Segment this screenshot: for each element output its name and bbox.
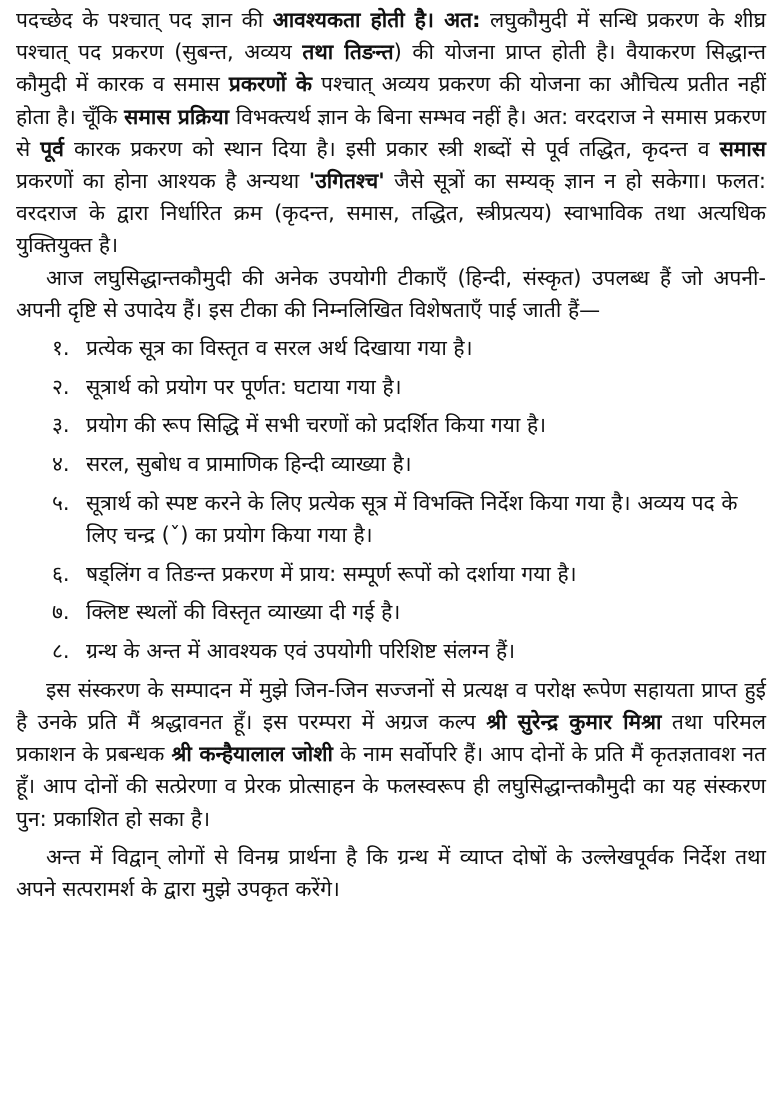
text-run: लघुकौमुदी में सन्धि प्रकरण के शीघ्र पश्चात् पद प्रकरण (सुबन्त, अव्यय xyxy=(16,8,766,65)
list-text: सरल, सुबोध व प्रामाणिक हिन्दी व्याख्या है। xyxy=(86,452,412,477)
list-item xyxy=(16,635,766,667)
list-number: ४. xyxy=(52,452,70,477)
text-run-bold: तथा तिङन्त xyxy=(302,40,394,65)
features-list xyxy=(16,332,766,667)
text-run-bold: प्रकरणों के xyxy=(228,72,312,97)
text-run-bold: समास xyxy=(719,136,766,161)
text-run-bold: श्री कन्हैयालाल जोशी xyxy=(171,742,333,767)
text-run: के नाम सर्वोपरि हैं। आप दोनों के प्रति मैं कृतज्ञतावश नत हूँ। आप दोनों की सत्प्रेरणा व प्रेरक प्रोत्साहन के फलस्वरूप ही लघुसिद्धान्तकौमुदी का यह संस्करण पुन: प्रकाशित हो सका है। xyxy=(16,742,766,831)
list-text: क्लिष्ट स्थलों की विस्तृत व्याख्या दी गई है। xyxy=(86,600,401,625)
paragraph-tika-intro: आज लघुसिद्धान्तकौमुदी की अनेक उपयोगी टीकाएँ (हिन्दी, संस्कृत) उपलब्ध हैं जो अपनी-अपनी दृष्टि से उपादेय हैं। इस टीका की निम्नलिखित विशेषताएँ पाई जाती हैं— xyxy=(16,265,766,322)
list-text: षड्लिंग व तिङन्त प्रकरण में प्राय: सम्पूर्ण रूपों को दर्शाया गया है। xyxy=(86,561,577,586)
text-run: विभक्त्यर्थ ज्ञान के बिना सम्भव नहीं है। अत: वरदराज ने समास प्रकरण से xyxy=(16,104,766,161)
text-run: कारक प्रकरण को स्थान दिया है। इसी प्रकार स्त्री शब्दों से पूर्व तद्धित, कृदन्त व xyxy=(63,136,720,161)
text-run: तथा परिमल प्रकाशन के प्रबन्धक xyxy=(16,710,767,767)
list-number: १. xyxy=(52,336,70,361)
text-run-bold: आवश्यकता होती है। अत: xyxy=(272,8,481,32)
text-run: ) की योजना प्राप्त होती है। वैयाकरण सिद्धान्त कौमुदी में कारक व समास xyxy=(16,40,767,97)
list-item xyxy=(16,332,766,364)
text-run-bold: पूर्व xyxy=(40,136,64,161)
text-run-bold: समास प्रक्रिया xyxy=(124,104,230,129)
list-item xyxy=(16,558,766,590)
list-number: ७. xyxy=(52,600,70,625)
list-item xyxy=(16,409,766,441)
list-number: २. xyxy=(52,374,70,399)
list-item xyxy=(16,596,766,628)
list-item xyxy=(16,371,766,403)
list-text: प्रयोग की रूप सिद्धि में सभी चरणों को प्रदर्शित किया गया है। xyxy=(86,413,547,438)
list-number: ३. xyxy=(52,413,70,438)
list-number: ६. xyxy=(52,561,70,586)
paragraph-pada-prakarana xyxy=(16,4,766,262)
paragraph-closing-request: अन्त में विद्वान् लोगों से विनम्र प्रार्थना है कि ग्रन्थ में व्याप्त दोषों के उल्लेखपूर्वक निर्देश तथा अपने सत्परामर्श के द्वारा मुझे उपकृत करेंगे। xyxy=(16,844,766,902)
text-run: पदच्छेद के पश्चात् पद ज्ञान की xyxy=(16,8,273,32)
text-run: जैसे सूत्रों का सम्यक् ज्ञान न हो सकेगा। फलत: वरदराज के द्वारा निर्धारित क्रम (कृदन्त, समास, तद्धित, स्त्रीप्रत्यय) स्वाभाविक तथा अत्यधिक युक्तियुक्त है। xyxy=(16,169,766,258)
list-item xyxy=(16,448,766,480)
text-run: प्रकरणों का होना आश्यक है अन्यथा xyxy=(16,169,309,194)
text-run-bold: श्री सुरेन्द्र कुमार मिश्रा xyxy=(486,710,662,735)
text-run: इस संस्करण के सम्पादन में मुझे जिन-जिन सज्जनों से प्रत्यक्ष व परोक्ष रूपेण सहायता प्राप्त हुई है उनके प्रति मैं श्रद्धावनत हूँ। इस परम्परा में अग्रज कल्प xyxy=(16,677,766,735)
list-text: सूत्रार्थ को स्पष्ट करने के लिए प्रत्येक सूत्र में विभक्ति निर्देश किया गया है। अव्यय पद के लिए चन्द्र (ˇ) का प्रयोग किया गया है। xyxy=(86,490,738,548)
list-text: प्रत्येक सूत्र का विस्तृत व सरल अर्थ दिखाया गया है। xyxy=(86,336,473,361)
list-text: सूत्रार्थ को प्रयोग पर पूर्णत: घटाया गया है। xyxy=(86,374,402,399)
list-text: ग्रन्थ के अन्त में आवश्यक एवं उपयोगी परिशिष्ट संलग्न हैं। xyxy=(86,639,516,664)
text-run-bold: 'उगितश्च' xyxy=(308,169,385,194)
list-item xyxy=(16,487,766,551)
text-run: पश्चात् अव्यय प्रकरण की योजना का औचित्य प्रतीत नहीं होता है। चूँकि xyxy=(16,72,766,129)
list-number: ५. xyxy=(52,490,70,515)
paragraph-acknowledgement xyxy=(16,674,766,835)
list-number: ८. xyxy=(52,639,70,664)
